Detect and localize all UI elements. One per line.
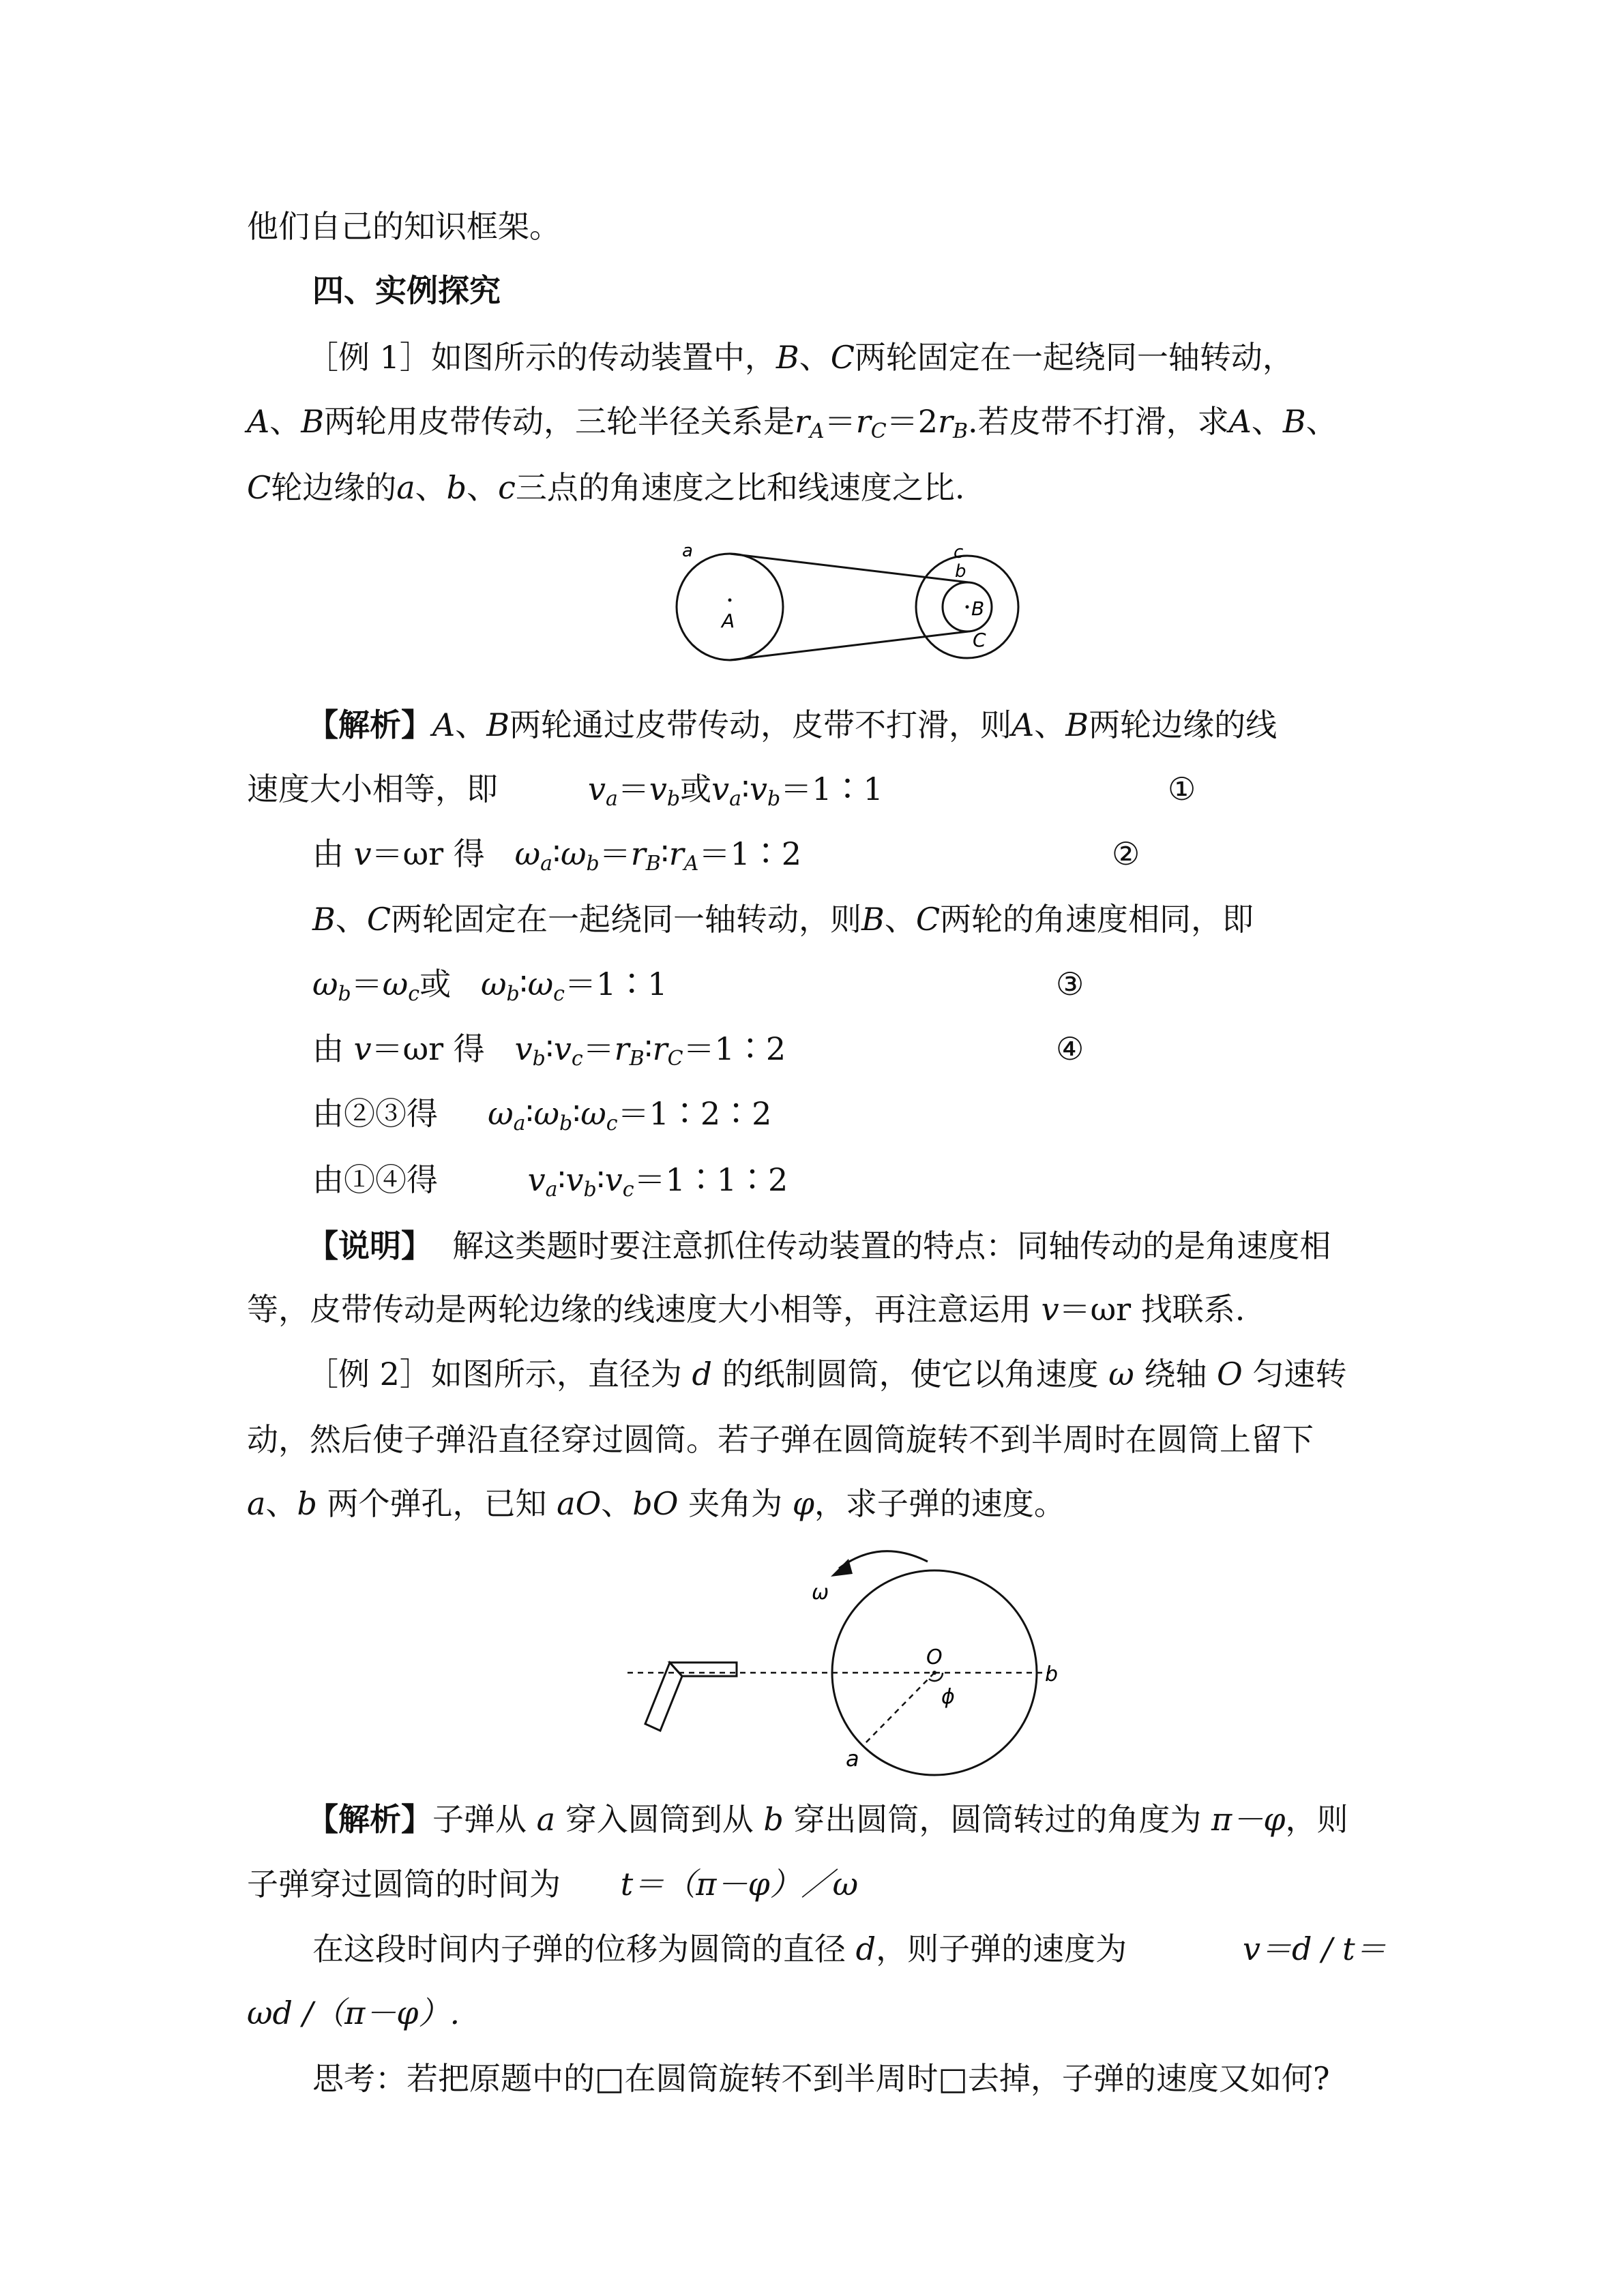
var-v: v: [353, 835, 372, 872]
var-v: v: [588, 771, 606, 807]
var-O: O: [1216, 1356, 1243, 1392]
sol1-text: 两轮通过皮带传动，皮带不打滑，则: [510, 706, 1012, 743]
omega: ω: [580, 1095, 606, 1132]
de: 得: [453, 835, 485, 872]
sol2-text: 子弹从: [432, 1801, 527, 1838]
colon: ∶: [741, 771, 750, 807]
omega: ω: [312, 966, 338, 1002]
ex2-text: 夹角为: [688, 1485, 783, 1522]
label-phi: ϕ: [941, 1685, 955, 1709]
sol2-text: 穿入圆筒到从: [565, 1801, 754, 1838]
sep: 、: [269, 403, 301, 440]
eq: ＝: [780, 771, 812, 807]
center-O: [932, 1671, 936, 1675]
ex2-line2: 动，然后使子弹沿直径穿过圆筒。若子弹在圆筒旋转不到半周时在圆筒上留下: [247, 1421, 1314, 1458]
colon: ∶: [660, 835, 669, 872]
ex2-tag: ［例 2］: [307, 1356, 431, 1392]
intro-tail: 他们自己的知识框架。: [247, 208, 561, 245]
sub-a: a: [606, 787, 618, 811]
var-d: d: [692, 1356, 712, 1392]
velocity-formula-1: v＝d / t＝: [1243, 1930, 1387, 1967]
var-B: B: [1065, 706, 1089, 743]
sol2-text: 子弹穿过圆筒的时间为: [247, 1866, 561, 1903]
omega: ω: [514, 835, 541, 872]
var-B: B: [861, 901, 885, 938]
var-r: r: [855, 403, 871, 440]
omega: ω: [1108, 1356, 1134, 1392]
ratio: 1∶2: [714, 1030, 786, 1067]
colon: ∶: [644, 1030, 653, 1067]
ex1-line3: [247, 467, 964, 508]
label-O: O: [926, 1645, 943, 1669]
label-c: c: [954, 542, 964, 563]
var-C: C: [366, 901, 392, 938]
omega: ω: [533, 1095, 560, 1132]
sol1-line4: [312, 899, 1254, 940]
note-line2: [247, 1289, 1245, 1330]
ratio: 1∶2: [730, 835, 801, 872]
sub-A: A: [810, 419, 825, 443]
ex2-line3: [247, 1483, 1065, 1524]
rotation-arrow: [839, 1551, 928, 1568]
omega: ω: [382, 966, 409, 1002]
ex1-text: 如图所示的传动装置中，: [430, 339, 776, 376]
var-aO: aO: [557, 1485, 602, 1522]
sol2-text: 穿出圆筒，圆筒转过的角度为: [793, 1801, 1202, 1838]
sol2-tag: 【解析】: [307, 1801, 432, 1838]
sub-b: b: [506, 982, 520, 1006]
vwr: ＝ωr: [371, 835, 444, 872]
var-B: B: [301, 403, 325, 440]
center-A: [728, 599, 732, 602]
sub-C: C: [667, 1047, 683, 1071]
ex2-text: 如图所示，直径为: [430, 1356, 682, 1392]
var-r: r: [630, 835, 646, 872]
ex2-text: 两个弹孔，已知: [327, 1485, 547, 1522]
sub-a: a: [513, 1112, 526, 1135]
var-b: b: [297, 1485, 317, 1522]
var-v: v: [711, 771, 730, 807]
colon: ∶: [519, 966, 528, 1002]
sub-B: B: [952, 419, 969, 443]
var-v: v: [514, 1030, 533, 1067]
omega: ω: [480, 966, 507, 1002]
you: 由: [312, 1030, 344, 1067]
radius-a-dashed: [863, 1673, 934, 1746]
sub-C: C: [870, 419, 887, 443]
ex1-text: 三点的角速度之比和线速度之比.: [515, 469, 965, 506]
sub-b: b: [559, 1112, 573, 1135]
eq: ＝: [886, 403, 918, 440]
sub-c: c: [408, 982, 420, 1006]
ex1-text: 两轮固定在一起绕同一轴转动，: [854, 339, 1294, 376]
ratio: 1∶2∶2: [649, 1095, 772, 1132]
note-text: 找联系.: [1140, 1291, 1245, 1328]
omega: ω: [488, 1095, 514, 1132]
ratio: 1∶1: [595, 966, 668, 1002]
label-a: a: [846, 1746, 859, 1772]
ex1-text: 两轮用皮带传动，三轮半径关系是: [324, 403, 795, 440]
velocity-formula-2: ωd /（π－φ）.: [247, 1995, 460, 2031]
var-v: v: [649, 771, 667, 807]
colon: ∶: [572, 1095, 581, 1132]
var-phi: φ: [792, 1485, 814, 1522]
label-b: b: [955, 561, 966, 582]
eq3: [312, 964, 668, 1004]
var-A: A: [247, 403, 270, 440]
note-text: 等，皮带传动是两轮边缘的线速度大小相等，再注意运用: [247, 1291, 1031, 1328]
cylinder-figure: [614, 1541, 1091, 1787]
sub-b: b: [767, 787, 781, 811]
var-d: d: [855, 1930, 876, 1967]
sep: 、: [467, 469, 499, 506]
var-bO: bO: [632, 1485, 679, 1522]
ex2-line1: [307, 1354, 1346, 1395]
var-B: B: [312, 901, 336, 938]
sep: 、: [1305, 403, 1338, 440]
mark-4: ④: [1056, 1030, 1084, 1067]
coef: 2: [917, 403, 938, 440]
eq: ＝: [617, 1095, 649, 1132]
var-a: a: [396, 469, 415, 506]
eq: ＝: [824, 403, 856, 440]
omega: ω: [527, 966, 554, 1002]
you: 由: [312, 835, 344, 872]
eq4: [312, 1028, 786, 1069]
vwr: ＝ωr: [371, 1030, 444, 1067]
mark-3: ③: [1056, 966, 1084, 1002]
center-B: [966, 606, 969, 609]
note-text: 解这类题时要注意抓住传动装置的特点：同轴传动的是角速度相: [452, 1227, 1331, 1264]
var-b: b: [446, 469, 467, 506]
sub-b: b: [583, 1178, 597, 1202]
ex1-tag: ［例 1］: [307, 339, 431, 376]
sub-a: a: [729, 787, 741, 811]
de: 得: [453, 1030, 485, 1067]
sub-b: b: [338, 982, 351, 1006]
sub-b: b: [666, 787, 681, 811]
from14: 由①④得: [312, 1161, 438, 1198]
colon: ∶: [552, 835, 561, 872]
colon: ∶: [525, 1095, 534, 1132]
var-B: B: [486, 706, 510, 743]
sol2-line3: [312, 1928, 1127, 1969]
var-r: r: [668, 835, 684, 872]
sol1-text: 两轮固定在一起绕同一轴转动，则: [391, 901, 862, 938]
sol1-text: 两轮的角速度相同，即: [940, 901, 1254, 938]
sep: 、: [799, 339, 831, 376]
sub-b: b: [532, 1047, 546, 1071]
think-line: 思考：若把原题中的□在圆筒旋转不到半周时□去掉，子弹的速度又如何?: [312, 2060, 1330, 2097]
ex2-text: 的纸制圆筒，使它以角速度: [722, 1356, 1099, 1392]
eq: ＝: [351, 966, 383, 1002]
ex2-text: 绕轴: [1144, 1356, 1207, 1392]
var-v: v: [565, 1161, 584, 1198]
label-b: b: [1045, 1663, 1059, 1686]
var-v: v: [353, 1030, 372, 1067]
eq5: [312, 1093, 771, 1134]
label-C: C: [973, 629, 986, 651]
mark-1: ①: [1168, 771, 1196, 807]
eq: ＝: [634, 1161, 666, 1198]
label-a: a: [682, 541, 693, 561]
sub-c: c: [571, 1047, 583, 1071]
sep: 、: [884, 901, 916, 938]
var-r: r: [614, 1030, 630, 1067]
ex2-text: ，求子弹的速度。: [814, 1485, 1065, 1522]
or: 或: [680, 771, 712, 807]
ex1-text: 轮边缘的: [271, 469, 397, 506]
var-B: B: [1282, 403, 1306, 440]
eq: ＝: [698, 835, 730, 872]
eq: ＝: [564, 966, 596, 1002]
sol2-text: ，则子弹的速度为: [876, 1930, 1127, 1967]
or: 或: [419, 966, 452, 1002]
var-v: v: [749, 771, 767, 807]
eq1: [588, 769, 883, 809]
from23: 由②③得: [312, 1095, 438, 1132]
note-line1: [307, 1225, 1331, 1266]
time-formula: t＝（π－φ）／ω: [620, 1866, 859, 1903]
sub-B: B: [629, 1047, 645, 1071]
colon: ∶: [596, 1161, 605, 1198]
eq6: [312, 1159, 788, 1200]
var-C: C: [247, 469, 271, 506]
pi-minus-phi: π－φ: [1211, 1801, 1286, 1838]
var-A: A: [1012, 706, 1035, 743]
sol2-line1: [307, 1799, 1348, 1840]
label-A: A: [722, 610, 735, 632]
sub-a: a: [540, 852, 553, 876]
ex1-line2: [247, 401, 1338, 442]
sub-a: a: [545, 1178, 558, 1202]
sub-c: c: [553, 982, 565, 1006]
sol2-line2: [247, 1864, 858, 1905]
colon: ∶: [545, 1030, 554, 1067]
var-a: a: [247, 1485, 266, 1522]
sep: 、: [265, 1485, 297, 1522]
var-v: v: [553, 1030, 572, 1067]
sol1-tag: 【解析】: [307, 706, 432, 743]
var-r: r: [937, 403, 953, 440]
sub-c: c: [622, 1178, 634, 1202]
sub-b: b: [586, 852, 600, 876]
var-A: A: [1228, 403, 1252, 440]
var-c: c: [498, 469, 516, 506]
var-r: r: [795, 403, 810, 440]
var-C: C: [915, 901, 941, 938]
eq: ＝: [617, 771, 649, 807]
var-a: a: [536, 1801, 556, 1838]
sub-c: c: [606, 1112, 618, 1135]
sol1-text: 速度大小相等，即: [247, 771, 498, 807]
omega: ω: [561, 835, 587, 872]
ratio: 1∶1: [812, 771, 883, 807]
eq: ＝: [683, 1030, 715, 1067]
label-B: B: [971, 597, 985, 620]
belt-drive-figure: [668, 539, 1037, 675]
var-A: A: [432, 706, 456, 743]
section-heading: 四、实例探究: [312, 272, 501, 309]
sol1-line2: [247, 769, 498, 809]
sep: 、: [601, 1485, 633, 1522]
mark-2: ②: [1112, 835, 1140, 872]
label-omega: ω: [812, 1581, 829, 1605]
sol1-line1: [307, 704, 1277, 745]
ratio: 1∶1∶2: [665, 1161, 788, 1198]
sep: 、: [455, 706, 487, 743]
sol1-text: 两轮边缘的线: [1089, 706, 1278, 743]
sub-B: B: [645, 852, 661, 876]
sol2-text: ，则: [1285, 1801, 1348, 1838]
ex1-line1: [307, 337, 1294, 378]
var-b: b: [763, 1801, 784, 1838]
var-C: C: [830, 339, 855, 376]
ex1-text: .若皮带不打滑，求: [968, 403, 1229, 440]
sep: 、: [1034, 706, 1066, 743]
var-v: v: [604, 1161, 623, 1198]
var-v: v: [1041, 1291, 1059, 1328]
vwr: ＝ωr: [1059, 1291, 1132, 1328]
colon: ∶: [557, 1161, 566, 1198]
sep: 、: [335, 901, 367, 938]
sep: 、: [1251, 403, 1283, 440]
var-B: B: [776, 339, 799, 376]
ex2-text: 匀速转: [1252, 1356, 1347, 1392]
note-tag: 【说明】: [307, 1227, 432, 1264]
var-v: v: [527, 1161, 546, 1198]
sol2-text: 在这段时间内子弹的位移为圆筒的直径: [312, 1930, 846, 1967]
var-r: r: [652, 1030, 668, 1067]
wheel-A: [677, 554, 783, 660]
sep: 、: [415, 469, 447, 506]
eq: ＝: [599, 835, 631, 872]
eq2: [312, 833, 801, 874]
eq: ＝: [582, 1030, 615, 1067]
sub-A: A: [683, 852, 699, 876]
